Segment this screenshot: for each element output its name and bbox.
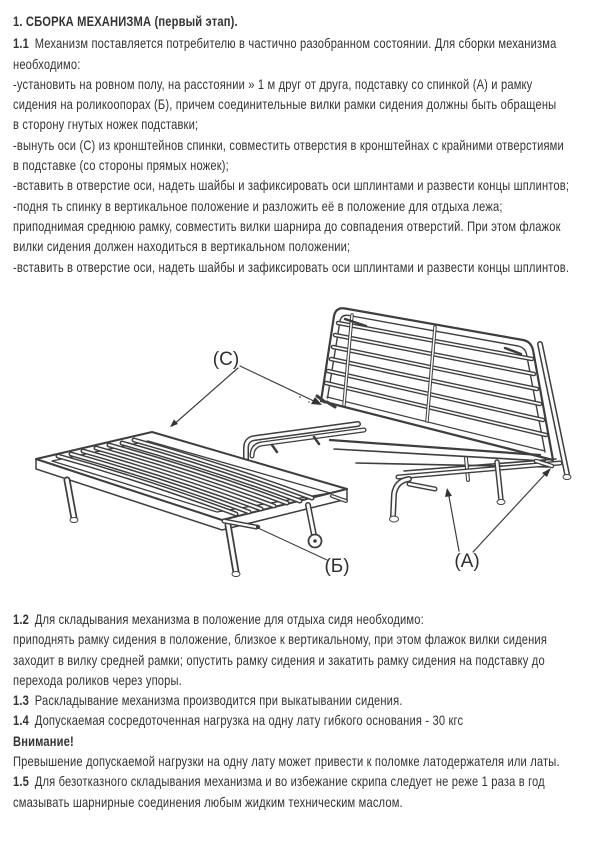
text-line xyxy=(13,34,602,54)
text-line xyxy=(13,732,602,752)
text-line xyxy=(13,258,602,278)
clause-number: 1.2 xyxy=(13,612,29,627)
clause-text: Для складывания механизма в положение для отдыха сидя необходимо: xyxy=(34,612,424,627)
clause-text: в сторону гнутых ножек подставки; xyxy=(13,117,199,133)
bottom-paragraphs xyxy=(13,610,602,813)
label-c-axes: (C) xyxy=(212,349,240,370)
clause-text: сидения на роликоопорах (Б), причем соединительные вилки рамки сидения должны быть обращены xyxy=(13,97,557,113)
clause-text: -вставить в отверстие оси, надеть шайбы и зафиксировать оси шплинтами и развести концы шплинтов. xyxy=(13,259,570,275)
folding-instructions-text xyxy=(13,610,602,813)
text-line xyxy=(13,197,602,217)
text-line xyxy=(13,237,602,257)
label-a-stand: (A) xyxy=(454,551,480,572)
clause-text: заходит в вилку средней рамки; опустить рамку сидения и закатить рамку сидения на подставку до xyxy=(13,652,545,668)
text-line xyxy=(13,691,602,711)
clause-text: вилки сидения должен находиться в вертикальном положении; xyxy=(13,239,351,255)
backrest-stand-drawing xyxy=(317,308,571,522)
clause-text: приподнять рамку сидения в положение, близкое к вертикальному, при этом флажок вилки сидения xyxy=(13,632,548,648)
assembly-diagram xyxy=(0,288,603,606)
clause-text: в подставке (со стороны прямых ножек); xyxy=(13,158,229,174)
text-line xyxy=(13,772,602,792)
assembly-instructions-text xyxy=(13,12,602,278)
clause-text: Допускаемая сосредоточенная нагрузка на одну лату гибкого основания - 30 кгс xyxy=(34,713,464,729)
text-line xyxy=(13,115,602,135)
middle-frame-drawing xyxy=(243,424,365,469)
text-line xyxy=(13,793,602,813)
text-line xyxy=(13,55,602,75)
text-line xyxy=(13,752,602,772)
text-line xyxy=(13,136,602,156)
clause-text: -вынуть оси (С) из кронштейнов спинки, совместить отверстия в кронштейнах с крайними отверстиями xyxy=(13,137,564,153)
text-line xyxy=(13,711,602,731)
text-line xyxy=(13,610,602,630)
clause-text: перехода роликов через упоры. xyxy=(13,672,182,688)
clause-number: 1.5 xyxy=(13,774,29,790)
clause-number: 1.4 xyxy=(13,713,29,729)
clause-text: -подня ть спинку в вертикальное положение и разложить её в положение для отдыха лежа; xyxy=(13,198,503,214)
text-line xyxy=(13,176,602,196)
clause-number: 1.3 xyxy=(13,693,29,709)
clause-text: Внимание! xyxy=(13,733,74,749)
text-line xyxy=(13,156,602,176)
text-line xyxy=(13,75,602,95)
text-line xyxy=(13,95,602,115)
clause-text: Превышение допускаемой нагрузки на одну лату может привести к поломке латодержателя или латы. xyxy=(13,754,560,770)
text-line xyxy=(13,651,602,671)
text-line xyxy=(13,630,602,650)
top-paragraphs xyxy=(13,34,602,278)
clause-text: Механизм поставляется потребителю в частично разобранном состоянии. Для сборки механизма xyxy=(34,36,557,52)
seat-frame-drawing xyxy=(36,432,350,577)
label-b-seat-frame: (Б) xyxy=(324,556,350,577)
clause-text: Раскладывание механизма производится при выкатывании сидения. xyxy=(34,693,403,709)
clause-text: необходимо: xyxy=(13,56,81,72)
clause-text: Для безотказного складывания механизма и во избежание скрипа следует не реже 1 раза в год xyxy=(34,774,545,790)
clause-number: 1.1 xyxy=(13,36,29,52)
clause-text: -установить на ровном полу, на расстоянии » 1 м друг от друга, подставку со спинкой (А) и рамку xyxy=(13,76,533,92)
text-line xyxy=(13,217,602,237)
clause-text: приподнимая среднюю рамку, совместить вилки шарнира до совпадения отверстий. При этом флажок xyxy=(13,218,561,234)
text-line xyxy=(13,671,602,691)
section-heading: 1. СБОРКА МЕХАНИЗМА (первый этап). xyxy=(13,14,238,29)
clause-text: смазывать шарнирные соединения любым жидким техническим маслом. xyxy=(13,794,403,810)
clause-text: -вставить в отверстие оси, надеть шайбы и зафиксировать оси шплинтами и развести концы шплинтов; xyxy=(13,178,570,194)
